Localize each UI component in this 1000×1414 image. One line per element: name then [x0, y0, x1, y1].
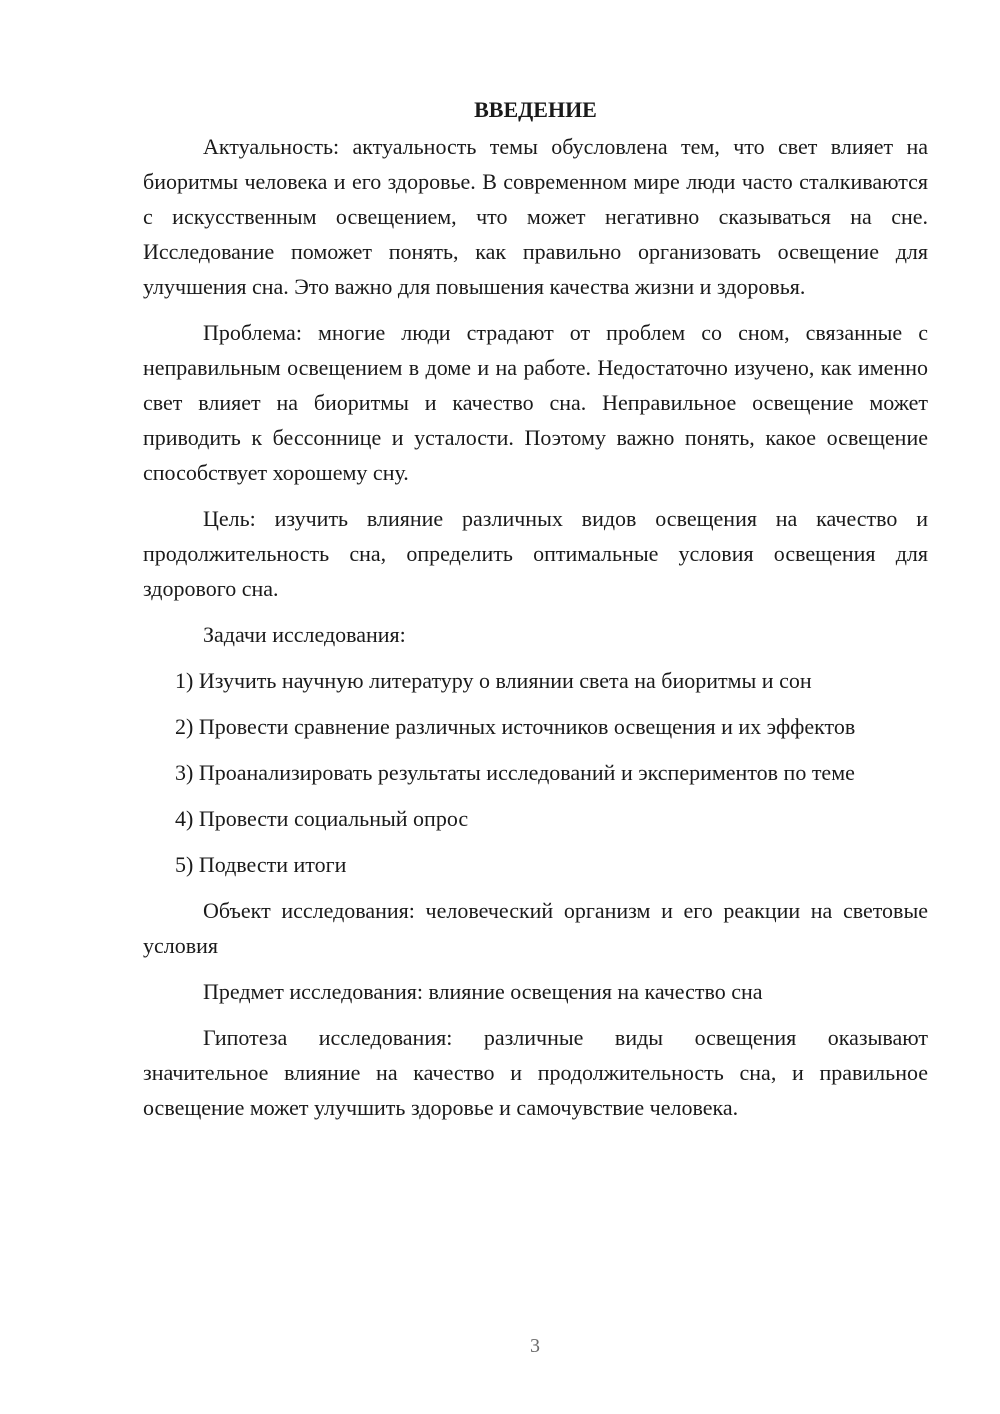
tasks-heading: Задачи исследования: — [203, 622, 406, 647]
task-item: 4) Провести социальный опрос — [175, 806, 469, 831]
object-paragraph: Объект исследования: человеческий организм и его реакции на световые условия — [143, 898, 928, 958]
task-item: 1) Изучить научную литературу о влиянии света на биоритмы и сон — [175, 668, 812, 693]
page-number: 3 — [530, 1335, 540, 1357]
hypothesis-paragraph: Гипотеза исследования: различные виды освещения оказывают значительное влияние на качество и продолжительность сна, и правильное освещение может улучшить здоровье и самочувствие человека. — [143, 1025, 928, 1120]
relevance-paragraph: Актуальность: актуальность темы обусловлена тем, что свет влияет на биоритмы человека и его здоровье. В современном мире люди часто сталкиваются с искусственным освещением, что может негативно сказываться на сне. Исследование поможет понять, как правильно организовать освещение для улучшения сна. Это важно для повышения качества жизни и здоровья. — [143, 134, 928, 299]
task-item: 3) Проанализировать результаты исследований и экспериментов по теме — [175, 760, 855, 785]
page-title: ВВЕДЕНИЕ — [474, 97, 597, 122]
subject-paragraph: Предмет исследования: влияние освещения на качество сна — [203, 979, 763, 1004]
page-content — [143, 92, 928, 1136]
problem-paragraph: Проблема: многие люди страдают от проблем со сном, связанные с неправильным освещением в доме и на работе. Недостаточно изучено, как именно свет влияет на биоритмы и качество сна. Неправильное освещение может приводить к бессоннице и усталости. Поэтому важно понять, какое освещение способствует хорошему сну. — [143, 320, 928, 485]
task-item: 2) Провести сравнение различных источников освещения и их эффектов — [175, 714, 856, 739]
task-item: 5) Подвести итоги — [175, 852, 347, 877]
goal-paragraph: Цель: изучить влияние различных видов освещения на качество и продолжительность сна, определить оптимальные условия освещения для здорового сна. — [143, 506, 928, 601]
